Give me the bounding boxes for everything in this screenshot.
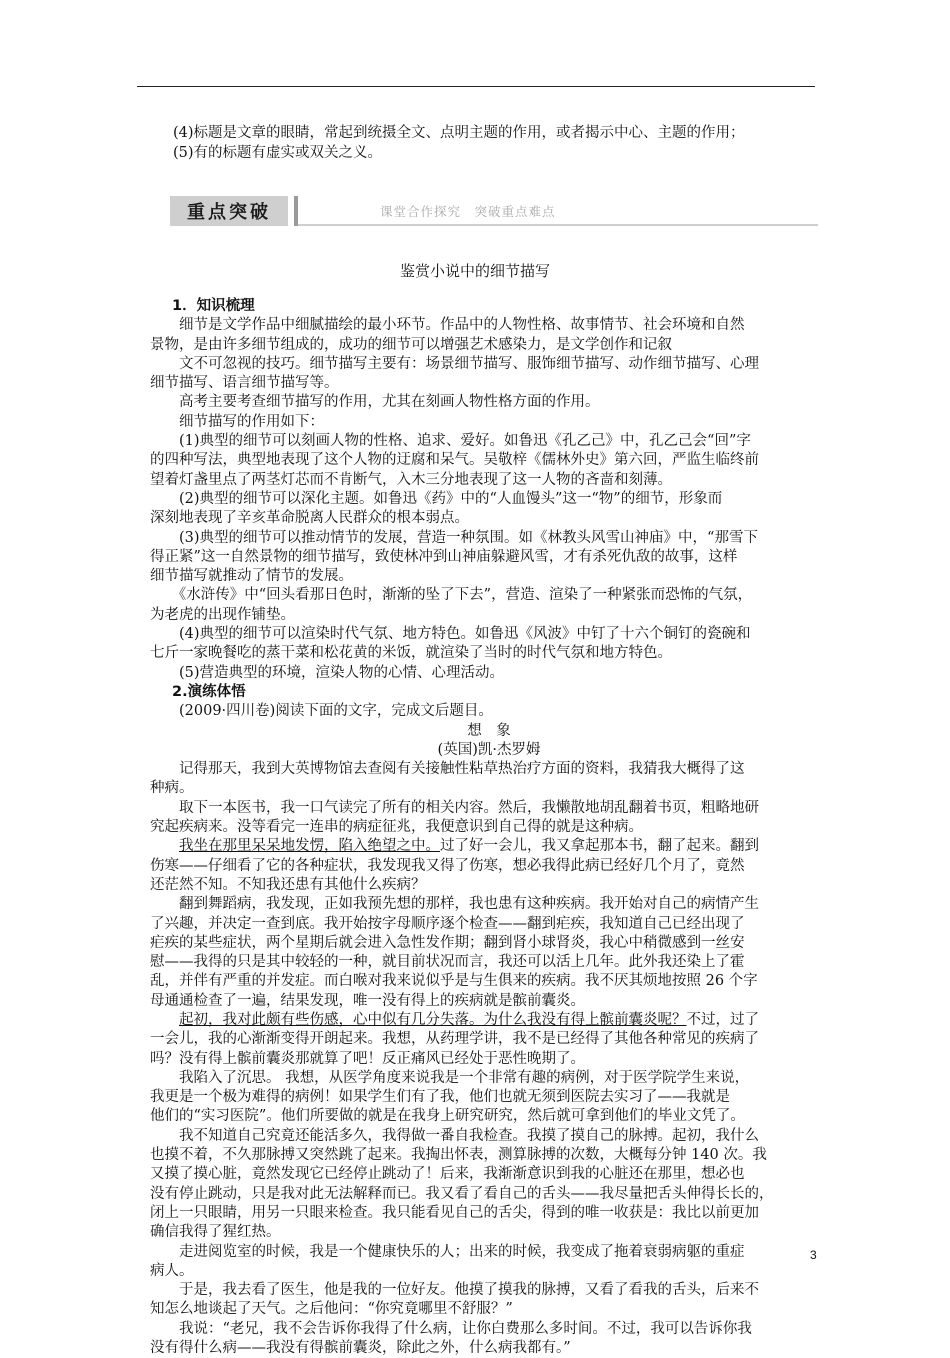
intro-line: (4)标题是文章的眼睛，常起到统摄全文、点明主题的作用，或者揭示中心、主题的作用； xyxy=(173,125,745,141)
body-line: 种病。 xyxy=(150,780,194,797)
body-line: 究起疾病来。没等看完一连串的病症征兆，我便意识到自己得的就是这种病。 xyxy=(150,819,643,836)
body-line: 确信我得了猩红热。 xyxy=(150,1224,281,1241)
body-line: 细节描写的作用如下： xyxy=(150,413,324,430)
section-heading: 2.演练体悟 xyxy=(172,683,246,700)
body-line: 走进阅览室的时候，我是一个健康快乐的人；出来的时候，我变成了拖着衰弱病躯的重症 xyxy=(150,1243,745,1260)
banner-subtitle: 课堂合作探究 突破重点难点 xyxy=(380,204,556,219)
body-line: 母通通检查了一遍，结果发现，唯一没有得上的疾病就是髌前囊炎。 xyxy=(150,992,585,1009)
body-line: 为老虎的出现作铺垫。 xyxy=(150,606,295,623)
body-line: (5)营造典型的环境，渲染人物的心情、心理活动。 xyxy=(150,664,505,681)
body-line: (2009·四川卷)阅读下面的文字，完成文后题目。 xyxy=(150,703,493,720)
body-line: 慰——我得的只是其中较轻的一种，就目前状况而言，我还可以活上几年。此外我还染上了霍 xyxy=(150,954,745,971)
body-line: 文不可忽视的技巧。细节描写主要有：场景细节描写、服饰细节描写、动作细节描写、心理 xyxy=(150,355,759,372)
body-line xyxy=(150,1011,828,1030)
body-line: 景物，是由许多细节组成的，成功的细节可以增强艺术感染力，是文学创作和记叙 xyxy=(150,336,672,353)
body-line: (1)典型的细节可以刻画人物的性格、追求、爱好。如鲁迅《孔乙己》中，孔乙己会“回”字 xyxy=(150,433,751,450)
body-line: 一会儿，我的心渐渐变得开朗起来。我想，从药理学讲，我不是已经得了其他各种常见的疾病了 xyxy=(150,1031,759,1048)
body-line: 望着灯盏里点了两茎灯芯而不肯断气，入木三分地表现了这一人物的吝啬和刻薄。 xyxy=(150,471,672,488)
body-line: 深刻地表现了辛亥革命脱离人民群众的根本弱点。 xyxy=(150,510,469,527)
body-line: 他们的“实习医院”。他们所要做的就是在我身上研究研究，然后就可拿到他们的毕业文凭了。 xyxy=(150,1108,745,1125)
body-line: 细节描写就推动了情节的发展。 xyxy=(150,568,353,585)
body-line: 《水浒传》中“回头看那日色时，渐渐的坠了下去”，营造、渲染了一种紧张而恐怖的气氛， xyxy=(150,587,753,604)
section-banner xyxy=(170,196,818,226)
banner-accent-bar xyxy=(294,196,298,226)
intro-line: (5)有的标题有虚实或双关之义。 xyxy=(173,145,383,161)
body-line: 想 象 xyxy=(467,722,511,739)
underlined-text: 起初，我对此颇有些伤感，心中似有几分失落。为什么我没有得上髌前囊炎呢？ xyxy=(179,1011,687,1028)
body-line: 七斤一家晚餐吃的蒸干菜和松花黄的米饭，就渲染了当时的时代气氛和地方特色。 xyxy=(150,645,672,662)
body-line: 了兴趣，并决定一查到底。我开始按字母顺序逐个检查——翻到疟疾，我知道自己已经出现了 xyxy=(150,915,745,932)
section-title: 鉴赏小说中的细节描写 xyxy=(399,262,550,280)
line-rest: 过了好一会儿，我又拿起那本书，翻了起来。翻到 xyxy=(440,838,759,855)
line-lead xyxy=(150,1012,179,1028)
body-line: (4)典型的细节可以渲染时代气氛、地方特色。如鲁迅《风波》中钉了十六个铜钉的瓷碗和 xyxy=(150,626,751,643)
body-line xyxy=(150,837,828,856)
body-line: 闭上一只眼睛，用另一只眼来检查。我只能看见自己的舌尖，得到的唯一收获是：我比以前更加 xyxy=(150,1204,759,1221)
article-body xyxy=(150,297,828,1358)
banner-title-block xyxy=(170,196,288,226)
body-line: 的四种写法，典型地表现了这个人物的迂腐和呆气。吴敬梓《儒林外史》第六回，严监生临终前 xyxy=(150,452,759,469)
body-line: 吗？没有得上髌前囊炎那就算了吧！反正痛风已经处于恶性晚期了。 xyxy=(150,1050,585,1067)
body-line: 又摸了摸心脏，竟然发现它已经停止跳动了！后来，我渐渐意识到我的心脏还在那里，想必也 xyxy=(150,1166,745,1183)
line-lead xyxy=(150,838,179,854)
body-line: (2)典型的细节可以深化主题。如鲁迅《药》中的“人血馒头”这一“物”的细节，形象而 xyxy=(150,490,723,507)
body-line: 得正紧”这一自然景物的细节描写，致使林冲到山神庙躲避风雪，才有杀死仇敌的故事，这样 xyxy=(150,548,738,565)
banner-underline xyxy=(298,224,818,226)
body-line: 我不知道自己究竟还能活多久，我得做一番自我检查。我摸了摸自己的脉搏。起初，我什么 xyxy=(150,1127,759,1144)
body-line: 我陷入了沉思。 我想，从医学角度来说我是一个非常有趣的病例，对于医学院学生来说， xyxy=(150,1069,750,1086)
body-line: 我说：“老兄，我不会告诉你我得了什么病，让你白费那么多时间。不过，我可以告诉你我 xyxy=(150,1320,752,1337)
line-rest: 不过，过了 xyxy=(686,1011,759,1028)
body-line: 记得那天，我到大英博物馆去查阅有关接触性粘草热治疗方面的资料，我猜我大概得了这 xyxy=(150,761,745,778)
body-line: (英国)凯·杰罗姆 xyxy=(437,741,541,758)
body-line: 知怎么地谈起了天气。之后他问：“你究竟哪里不舒服？” xyxy=(150,1301,513,1318)
header-rule xyxy=(137,86,815,87)
body-line: 还茫然不知。不知我还患有其他什么疾病？ xyxy=(150,876,426,893)
body-line: 也摸不着，不久那脉搏又突然跳了起来。我掏出怀表，测算脉搏的次数，大概每分钟 140 次。我 xyxy=(150,1147,767,1164)
body-line: 没有得什么病——我没有得髌前囊炎，除此之外，什么病我都有。” xyxy=(150,1340,571,1357)
body-line: (3)典型的细节可以推动情节的发展，营造一种氛围。如《林教头风雪山神庙》中，“那雪下 xyxy=(150,529,758,546)
intro-block xyxy=(173,123,823,163)
body-line: 翻到舞蹈病，我发现，正如我预先想的那样，我也患有这种疾病。我开始对自己的病情产生 xyxy=(150,896,759,913)
body-line: 取下一本医书，我一口气读完了所有的相关内容。然后，我懒散地胡乱翻着书页，粗略地研 xyxy=(150,799,759,816)
body-line: 高考主要考查细节描写的作用，尤其在刻画人物性格方面的作用。 xyxy=(150,394,600,411)
body-line: 伤寒——仔细看了它的各种症状，我发现我又得了伤寒，想必我得此病已经好几个月了，竟然 xyxy=(150,857,745,874)
body-line: 细节是文学作品中细腻描绘的最小环节。作品中的人物性格、故事情节、社会环境和自然 xyxy=(150,317,745,334)
body-line: 病人。 xyxy=(150,1262,194,1279)
body-line: 于是，我去看了医生，他是我的一位好友。他摸了摸我的脉搏，又看了看我的舌头，后来不 xyxy=(150,1282,759,1299)
page-number: 3 xyxy=(810,1248,817,1262)
underlined-text: 我坐在那里呆呆地发愣，陷入绝望之中。 xyxy=(179,838,440,855)
banner-title: 重点突破 xyxy=(187,202,271,223)
body-line: 没有停止跳动，只是我对此无法解释而已。我又看了看自己的舌头——我尽量把舌头伸得长长的， xyxy=(150,1185,774,1202)
body-line: 乱，并伴有严重的并发症。而白喉对我来说似乎是与生俱来的疾病。我不厌其烦地按照 26 个字 xyxy=(150,973,758,990)
body-line: 细节描写、语言细节描写等。 xyxy=(150,375,339,392)
section-heading: 1．知识梳理 xyxy=(172,298,255,314)
body-line: 我更是一个极为难得的病例！如果学生们有了我，他们也就无须到医院去实习了——我就是 xyxy=(150,1089,730,1106)
body-line: 疟疾的某些症状，两个星期后就会进入急性发作期；翻到肾小球肾炎，我心中稍微感到一丝安 xyxy=(150,934,745,951)
